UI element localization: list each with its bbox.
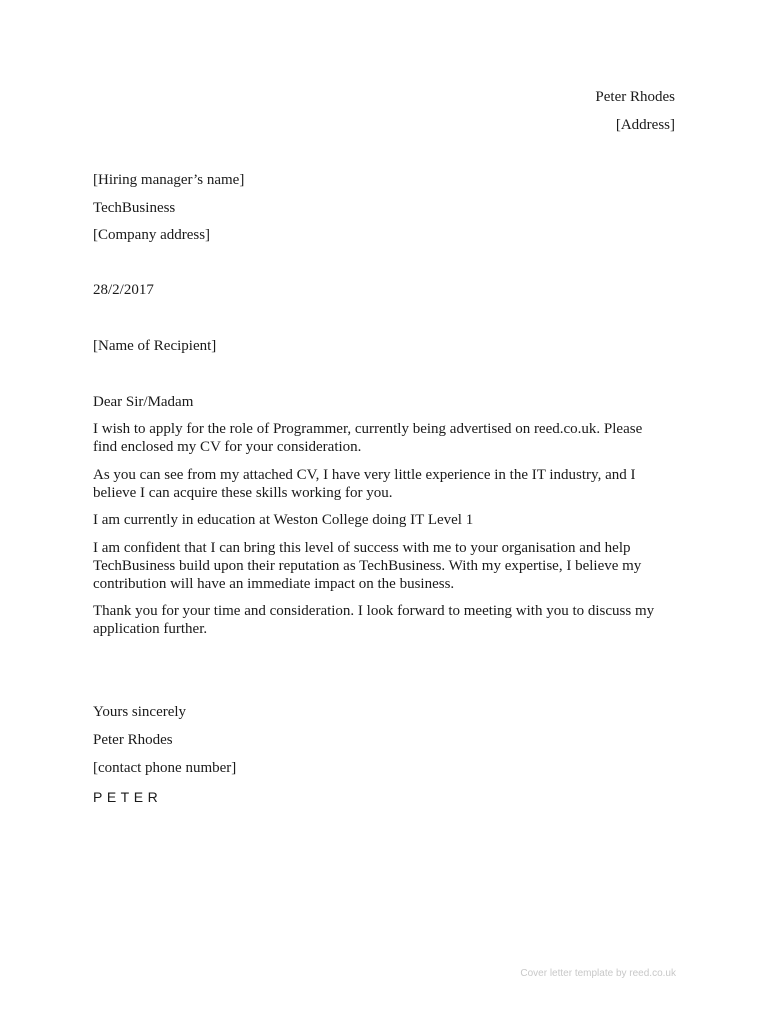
paragraph-confidence (93, 539, 683, 593)
signature: PETER (93, 789, 163, 805)
recipient-name: [Name of Recipient] (93, 338, 217, 354)
footer-credit: Cover letter template by reed.co.uk (520, 968, 676, 979)
paragraph-line: believe I can acquire these skills working for you. (93, 485, 393, 501)
company-name: TechBusiness (93, 200, 176, 216)
contact-phone: [contact phone number] (93, 760, 237, 776)
paragraph-line: Thank you for your time and consideration. I look forward to meeting with you to discuss my (93, 603, 655, 619)
paragraph-line: I wish to apply for the role of Programmer, currently being advertised on reed.co.uk. Please (93, 421, 643, 437)
paragraph-line: find enclosed my CV for your consideration. (93, 439, 362, 455)
paragraph-line: contribution will have an immediate impact on the business. (93, 576, 455, 592)
salutation: Dear Sir/Madam (93, 394, 194, 410)
letter-date: 28/2/2017 (93, 282, 154, 298)
paragraph-line: I am currently in education at Weston College doing IT Level 1 (93, 512, 474, 528)
paragraph-education (93, 511, 683, 529)
paragraph-intro (93, 420, 683, 456)
paragraph-line: TechBusiness build upon their reputation as TechBusiness. With my expertise, I believe my (93, 558, 642, 574)
paragraph-line: application further. (93, 621, 208, 637)
closing-name: Peter Rhodes (93, 732, 173, 748)
valediction: Yours sincerely (93, 704, 187, 720)
paragraph-thanks (93, 602, 683, 638)
hiring-manager-name: [Hiring manager’s name] (93, 172, 245, 188)
sender-name: Peter Rhodes (595, 89, 675, 105)
sender-address: [Address] (615, 117, 675, 133)
paragraph-line: I am confident that I can bring this level of success with me to your organisation and help (93, 540, 631, 556)
paragraph-line: As you can see from my attached CV, I have very little experience in the IT industry, and I (93, 467, 636, 483)
paragraph-experience (93, 466, 683, 502)
company-address: [Company address] (93, 227, 211, 243)
